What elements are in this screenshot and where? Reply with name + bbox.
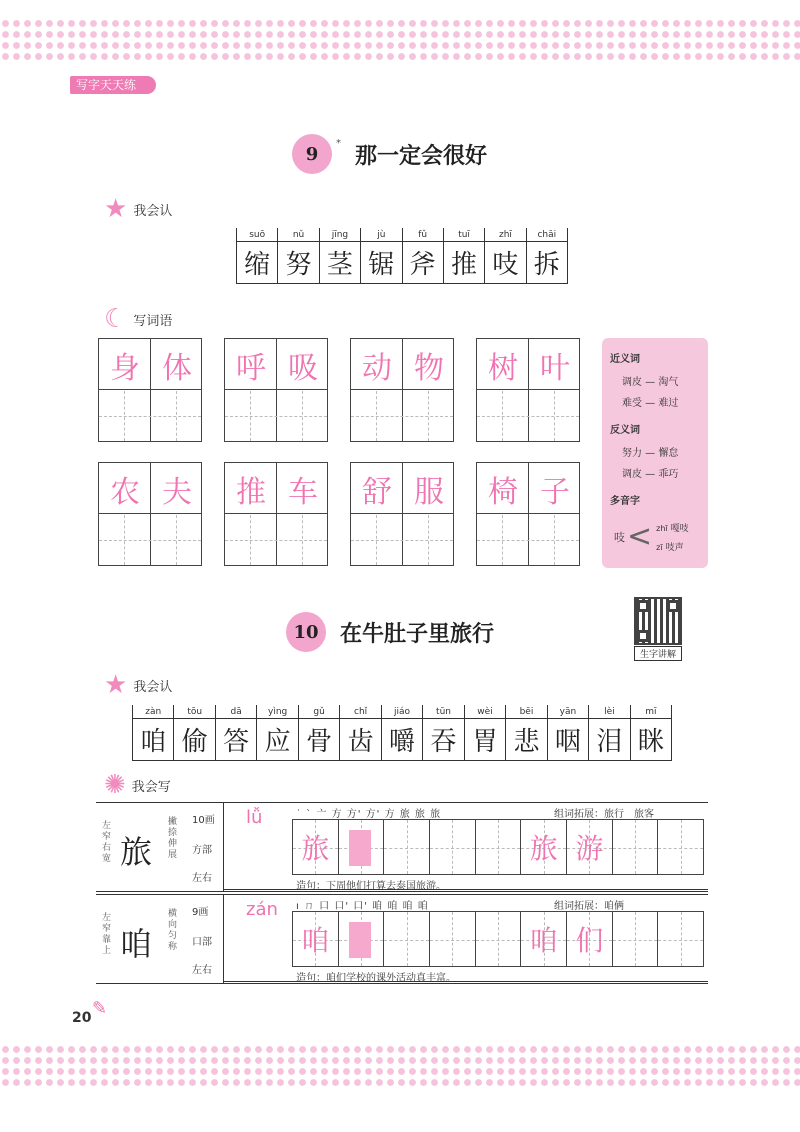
recognize-char: 答 [223, 727, 250, 757]
trace-char: 椅 [488, 475, 518, 510]
lesson10-write-label: ✺ 我会写 [104, 770, 171, 800]
trace-char: 呼 [236, 351, 266, 386]
practice-cell[interactable] [475, 912, 521, 966]
recognize-pinyin: zàn [133, 705, 173, 719]
lesson9-recognize-table [236, 228, 568, 284]
recognize-char: 嚼 [389, 727, 416, 757]
trace-char: 们 [575, 924, 604, 957]
recognize-char: 咱 [140, 727, 167, 757]
recognize-pinyin: jīng [320, 228, 360, 242]
synonym-pair: 调皮 — 淘气 [622, 377, 679, 388]
recognize-char: 缩 [244, 250, 271, 280]
vocab-sidebar [602, 338, 708, 568]
radical: 口部 [192, 937, 212, 948]
recognize-pinyin: zhī [485, 228, 525, 242]
practice-cell[interactable] [293, 820, 338, 874]
structure: 左右 [192, 873, 212, 884]
antonyms-head: 反义词 [610, 425, 640, 436]
trace-char: 叶 [540, 351, 570, 386]
word-expand: 组词拓展：旅行 旅客 [554, 809, 654, 820]
recognize-cell [360, 228, 401, 283]
word-writing-box[interactable] [350, 462, 454, 566]
lesson10-recognize-table [132, 705, 672, 761]
recognize-char: 偷 [181, 727, 208, 757]
recognize-cell [588, 705, 629, 760]
recognize-pinyin: lèi [589, 705, 629, 719]
antonym-pair: 调皮 — 乖巧 [622, 469, 679, 480]
polyphone-option: zhī 嘎吱 [656, 524, 689, 534]
trace-char: 推 [236, 475, 266, 510]
stroke-count: 10画 [192, 815, 215, 826]
pencil-icon: ✎ [92, 998, 108, 1019]
char-info-column [96, 895, 224, 983]
char-pinyin: lǚ [246, 807, 263, 828]
synonym-pair: 难受 — 难过 [622, 398, 679, 409]
trace-char: 体 [162, 351, 192, 386]
section-banner: 写字天天练 [70, 76, 156, 94]
stroke-order: ı ㄇ 口 口' 口' 咱 咱 咱 咱 [296, 901, 429, 912]
recognize-cell [237, 228, 277, 283]
recognize-cell [505, 705, 546, 760]
practice-cell[interactable] [520, 820, 566, 874]
recognize-cell [256, 705, 297, 760]
lesson10-name: 在牛肚子里旅行 [340, 620, 495, 647]
word-writing-box[interactable] [476, 338, 580, 442]
trace-char: 服 [414, 475, 444, 510]
char-writing-row [96, 802, 708, 892]
lesson10-title [286, 612, 494, 652]
word-writing-box[interactable] [476, 462, 580, 566]
model-char: 咱 [120, 925, 153, 963]
lesson10-number: 10 [286, 612, 326, 652]
structure: 左右 [192, 965, 212, 976]
recognize-cell [484, 228, 525, 283]
trace-char: 动 [362, 351, 392, 386]
recognize-pinyin: jiáo [382, 705, 422, 719]
trace-char: 吸 [288, 351, 318, 386]
recognize-char: 泪 [596, 727, 623, 757]
trace-char: 游 [575, 832, 604, 865]
practice-cell[interactable] [429, 820, 475, 874]
trace-char: 物 [414, 351, 444, 386]
recognize-pinyin: chāi [527, 228, 567, 242]
recognize-pinyin: chǐ [340, 705, 380, 719]
recognize-cell [402, 228, 443, 283]
lesson9-number: 9 [292, 134, 332, 174]
recognize-char: 骨 [306, 727, 333, 757]
recognize-pinyin: nǔ [278, 228, 318, 242]
recognize-cell [215, 705, 256, 760]
recognize-pinyin: wèi [465, 705, 505, 719]
recognize-char: 悲 [513, 727, 540, 757]
practice-grid [292, 911, 704, 967]
practice-cell[interactable] [566, 820, 612, 874]
practice-cell[interactable] [383, 820, 429, 874]
recognize-pinyin: yān [548, 705, 588, 719]
lesson9-name: 那一定会很好 [355, 142, 488, 169]
recognize-char: 胃 [471, 727, 498, 757]
word-writing-box[interactable] [98, 462, 202, 566]
recognize-char: 咽 [554, 727, 581, 757]
practice-cell[interactable] [475, 820, 521, 874]
lesson9-recognize-label: ★ 我会认 [104, 194, 173, 224]
trace-char: 子 [540, 475, 570, 510]
practice-cell[interactable] [566, 912, 612, 966]
practice-cell[interactable] [657, 912, 703, 966]
recognize-cell [443, 228, 484, 283]
recognize-cell [298, 705, 339, 760]
star-face-icon: ★ [104, 670, 128, 700]
polyphone-entry [610, 515, 700, 559]
practice-grid [292, 819, 704, 875]
synonyms-head: 近义词 [610, 354, 640, 365]
recognize-pinyin: tuī [444, 228, 484, 242]
recognize-pinyin: dā [216, 705, 256, 719]
recognize-pinyin: tōu [174, 705, 214, 719]
trace-char: 旅 [301, 832, 330, 865]
recognize-char: 茎 [326, 250, 353, 280]
stroke-count: 9画 [192, 907, 209, 918]
recognize-char: 吞 [430, 727, 457, 757]
trace-char: 车 [288, 475, 318, 510]
polyphone-head: 多音字 [610, 496, 640, 507]
recognize-char: 眯 [637, 727, 664, 757]
example-sentence: 造句：下周他们打算去泰国旅游。 [296, 881, 446, 892]
recognize-cell [319, 228, 360, 283]
recognize-cell [422, 705, 463, 760]
recognize-pinyin: tūn [423, 705, 463, 719]
writing-tip: 撇捺伸展 [168, 817, 178, 860]
structure-tip: 左窄右宽 [102, 821, 112, 864]
recognize-cell [381, 705, 422, 760]
recognize-cell [630, 705, 671, 760]
trace-block [349, 830, 371, 866]
recognize-char: 应 [264, 727, 291, 757]
lesson9-words-label: ☾ 写词语 [104, 304, 173, 334]
word-writing-box[interactable] [224, 338, 328, 442]
trace-char: 咱 [529, 924, 558, 957]
recognize-cell [547, 705, 588, 760]
recognize-pinyin: gǔ [299, 705, 339, 719]
recognize-cell [133, 705, 173, 760]
recognize-char: 齿 [347, 727, 374, 757]
polyphone-char: 吱 [614, 531, 625, 544]
example-sentence: 造句：咱们学校的课外活动真丰富。 [296, 973, 456, 984]
model-char: 旅 [120, 833, 153, 871]
trace-char: 舒 [362, 475, 392, 510]
trace-char: 农 [110, 475, 140, 510]
practice-cell[interactable] [657, 820, 703, 874]
lesson10-recognize-label: ★ 我会认 [104, 670, 173, 700]
practice-cell[interactable] [520, 912, 566, 966]
trace-char: 身 [110, 351, 140, 386]
practice-cell[interactable] [338, 820, 384, 874]
recognize-pinyin: mī [631, 705, 671, 719]
word-writing-box[interactable] [350, 338, 454, 442]
word-writing-box[interactable] [98, 338, 202, 442]
radical: 方部 [192, 845, 212, 856]
star-face-icon: ★ [104, 194, 128, 224]
trace-char: 树 [488, 351, 518, 386]
recognize-cell [173, 705, 214, 760]
recognize-char: 斧 [409, 250, 436, 280]
page-number: 20 [72, 1010, 92, 1026]
sun-face-icon: ✺ [104, 770, 126, 800]
qr-code-icon[interactable] [634, 597, 682, 645]
recognize-cell [526, 228, 567, 283]
recognize-pinyin: suō [237, 228, 277, 242]
trace-char: 夫 [162, 475, 192, 510]
word-writing-box[interactable] [224, 462, 328, 566]
bottom-dot-border [0, 1044, 800, 1090]
char-writing-row [96, 894, 708, 984]
trace-char: 咱 [301, 924, 330, 957]
recognize-cell [277, 228, 318, 283]
lesson9-star: * [336, 137, 341, 149]
practice-cell[interactable] [429, 912, 475, 966]
practice-cell[interactable] [612, 912, 658, 966]
char-info-column [96, 803, 224, 891]
practice-cell[interactable] [293, 912, 338, 966]
top-dot-border [0, 18, 800, 62]
stroke-order: ˙ ˋ 亠 方 方' 方' 方 旅 旅 旅 [296, 809, 442, 820]
recognize-cell [339, 705, 380, 760]
moon-icon: ☾ [104, 304, 128, 334]
recognize-cell [464, 705, 505, 760]
recognize-pinyin: yìng [257, 705, 297, 719]
recognize-pinyin: fǔ [403, 228, 443, 242]
char-pinyin: zán [246, 899, 278, 920]
practice-cell[interactable] [612, 820, 658, 874]
polyphone-option: zī 吱声 [656, 543, 684, 553]
lesson9-title [292, 134, 487, 174]
qr-label: 生字讲解 [634, 646, 682, 661]
branch-icon: < [627, 519, 653, 554]
recognize-char: 努 [285, 250, 312, 280]
recognize-pinyin: jù [361, 228, 401, 242]
writing-tip: 横向匀称 [168, 909, 178, 952]
trace-char: 旅 [529, 832, 558, 865]
recognize-pinyin: bēi [506, 705, 546, 719]
antonym-pair: 努力 — 懈怠 [622, 448, 679, 459]
recognize-char: 拆 [533, 250, 560, 280]
recognize-char: 推 [451, 250, 478, 280]
practice-cell[interactable] [383, 912, 429, 966]
practice-cell[interactable] [338, 912, 384, 966]
word-expand: 组词拓展：咱俩 [554, 901, 624, 912]
recognize-char: 吱 [492, 250, 519, 280]
recognize-char: 锯 [368, 250, 395, 280]
trace-block [349, 922, 371, 958]
structure-tip: 左窄靠上 [102, 913, 112, 956]
